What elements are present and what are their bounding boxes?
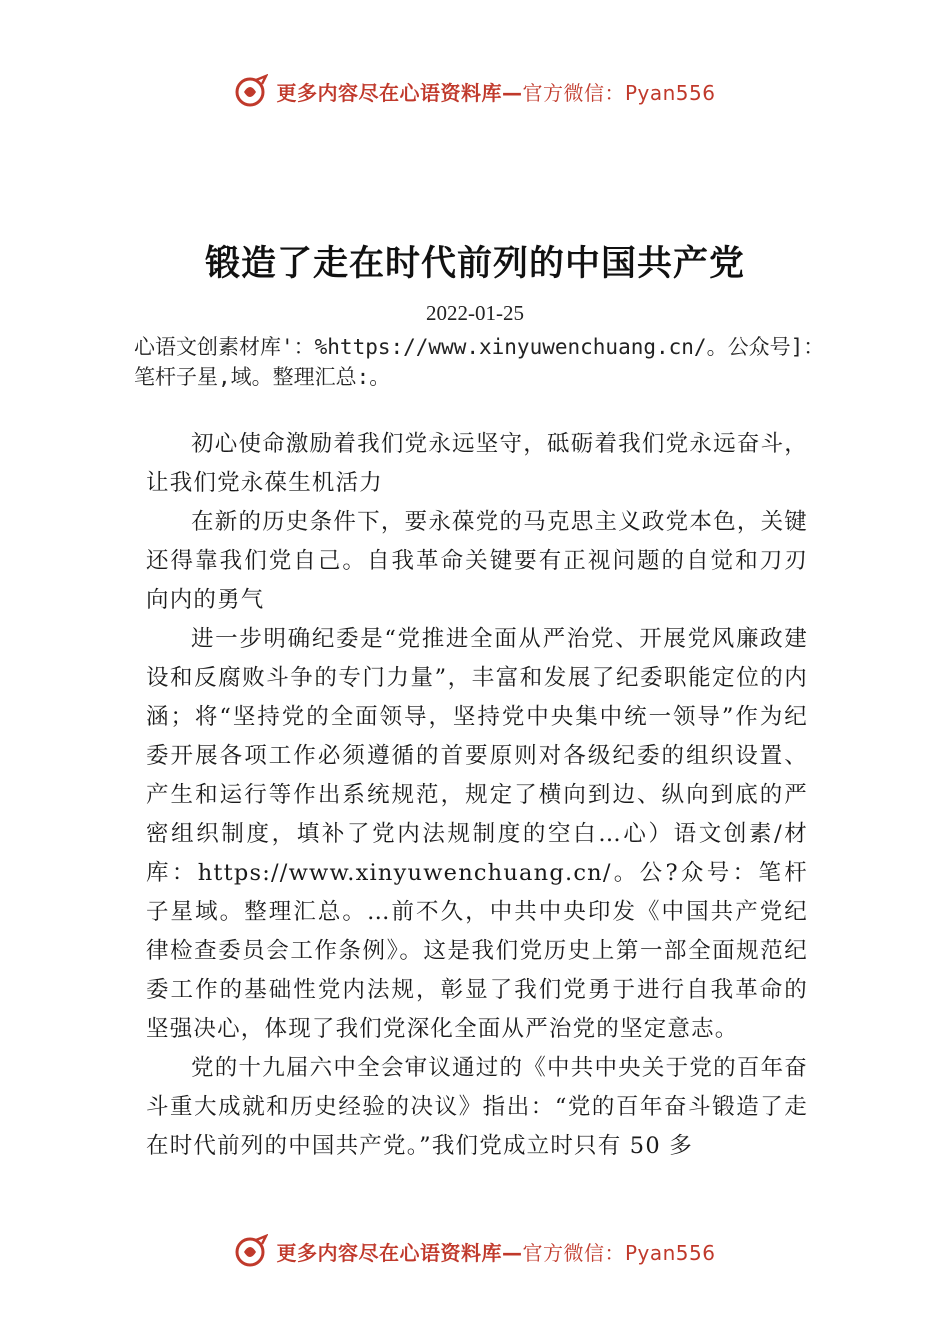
source-note: 心语文创素材库'：%https://www.xinyuwenchuang.cn/。公众号]：笔杆子星,域。整理汇总:。 [134,335,825,389]
footer-banner-wechat: 官方微信：Pyan556 [522,1240,716,1265]
paragraph: 进一步明确纪委是“党推进全面从严治党、开展党风廉政建设和反腐败斗争的专门力量”，丰富和发展了纪委职能定位的内涵；将“坚持党的全面领导，坚持党中央集中统一领导”作为纪委开展各项工作必须遵循的首要原则对各级纪委的组织设置、产生和运行等作出系统规范，规定了横向到边、纵向到底的严密组织制度，填补了党内法规制度的空白…心）语文创素/材库：https://www.xinyuwenchuang.cn/。公?众号：笔杆子星域。整理汇总。…前不久，中共中央印发《中国共产党纪律检查委员会工作条例》。这是我们党历史上第一部全面规范纪委工作的基础性党内法规，彰显了我们党勇于进行自我革命的坚强决心，体现了我们党深化全面从严治党的坚定意志。 [146,626,808,1042]
logo-icon [234,1234,268,1268]
header-banner [0,74,950,108]
header-banner-wechat: 官方微信：Pyan556 [522,80,716,105]
footer-banner [0,1234,950,1268]
footer-banner-label: 更多内容尽在心语资料库— [276,1240,523,1265]
header-banner-text [276,77,715,106]
page-title: 锻造了走在时代前列的中国共产党 [204,244,745,284]
footer-banner-text [276,1237,715,1266]
logo-icon [234,74,268,108]
paragraph: 初心使命激励着我们党永远坚守，砥砺着我们党永远奋斗，让我们党永葆生机活力 [146,431,808,496]
header-banner-label: 更多内容尽在心语资料库— [276,80,523,105]
publish-date: 2022-01-25 [426,301,524,325]
paragraph: 党的十九届六中全会审议通过的《中共中央关于党的百年奋斗重大成就和历史经验的决议》指出：“党的百年奋斗锻造了走在时代前列的中国共产党。”我们党成立时只有 50 多 [146,1055,808,1159]
paragraph: 在新的历史条件下，要永葆党的马克思主义政党本色，关键还得靠我们党自己。自我革命关键要有正视问题的自觉和刀刃向内的勇气 [146,509,808,613]
article-body [146,425,808,1166]
